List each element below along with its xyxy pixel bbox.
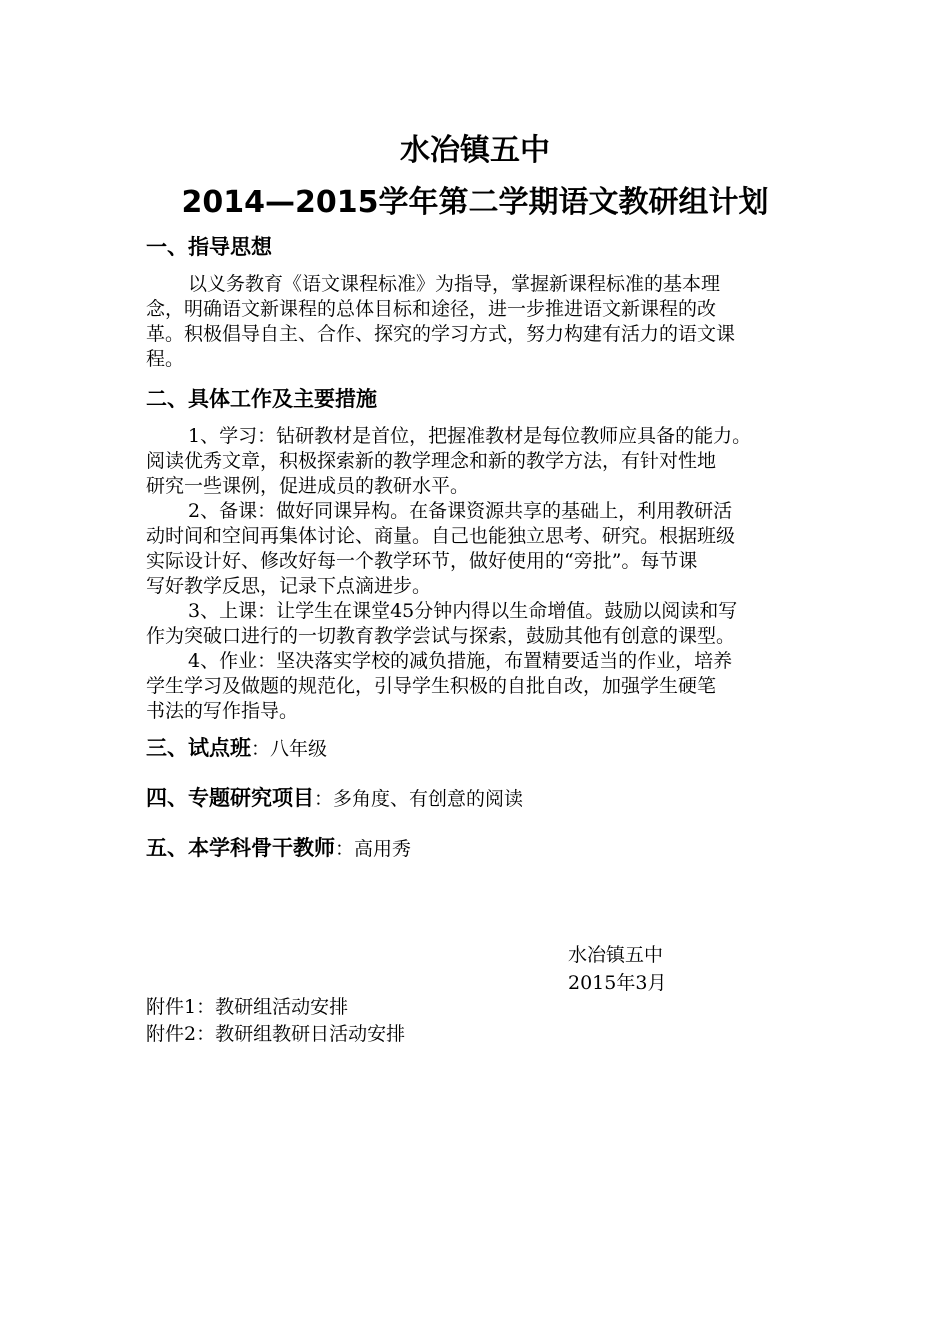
section-paragraph-work-measures [146,424,816,724]
paragraph-line: 阅读优秀文章，积极探索新的教学理念和新的教学方法，有针对性地 [146,450,717,472]
section-heading-key-teacher [146,833,411,864]
section-heading-work-measures: 二、具体工作及主要措施 [146,387,377,411]
signature-date: 2015年3月 [568,972,667,994]
document-title-school: 水冶镇五中 [400,133,550,168]
heading-value: ：八年级 [251,738,328,760]
paragraph-line: 4、作业：坚决落实学校的减负措施，布置精要适当的作业，培养 [188,650,733,672]
section-heading-guiding-thought: 一、指导思想 [146,235,272,259]
heading-value: ：高用秀 [335,838,412,860]
paragraph-line: 3、上课：让学生在课堂45分钟内得以生命增值。鼓励以阅读和写 [188,600,738,622]
heading-value: ：多角度、有创意的阅读 [314,788,524,810]
signature-school: 水冶镇五中 [568,944,664,966]
paragraph-line: 学生学习及做题的规范化，引导学生积极的自批自改，加强学生硬笔 [146,675,717,697]
paragraph-line: 研究一些课例，促进成员的教研水平。 [146,475,470,497]
section-heading-pilot-class [146,733,327,764]
paragraph-line: 念，明确语文新课程的总体目标和途径，进一步推进语文新课程的改 [146,298,717,320]
heading-label: 五、本学科骨干教师 [146,836,335,860]
paragraph-line: 写好教学反思，记录下点滴进步。 [146,575,432,597]
paragraph-line: 1、学习：钻研教材是首位，把握准教材是每位教师应具备的能力。 [188,425,752,447]
paragraph-line: 革。积极倡导自主、合作、探究的学习方式，努力构建有活力的语文课 [146,323,736,345]
paragraph-line: 动时间和空间再集体讨论、商量。自己也能独立思考、研究。根据班级 [146,525,736,547]
attachment-line: 附件2：教研组教研日活动安排 [146,1023,406,1045]
paragraph-line: 以义务教育《语文课程标准》为指导，掌握新课程标准的基本理 [188,273,721,295]
heading-label: 三、试点班 [146,736,251,760]
paragraph-line: 作为突破口进行的一切教育教学尝试与探索，鼓励其他有创意的课型。 [146,625,736,647]
paragraph-line: 程。 [146,348,185,370]
paragraph-line: 书法的写作指导。 [146,700,299,722]
paragraph-line: 2、备课：做好同课异构。在备课资源共享的基础上，利用教研活 [188,500,733,522]
section-heading-research-topic [146,783,523,814]
document-title-plan: 2014—2015学年第二学期语文教研组计划 [181,185,769,220]
section-paragraph-guiding-thought [146,272,816,372]
attachment-line: 附件1：教研组活动安排 [146,996,349,1018]
heading-label: 四、专题研究项目 [146,786,314,810]
paragraph-line: 实际设计好、修改好每一个教学环节，做好使用的“旁批”。每节课 [146,550,698,572]
